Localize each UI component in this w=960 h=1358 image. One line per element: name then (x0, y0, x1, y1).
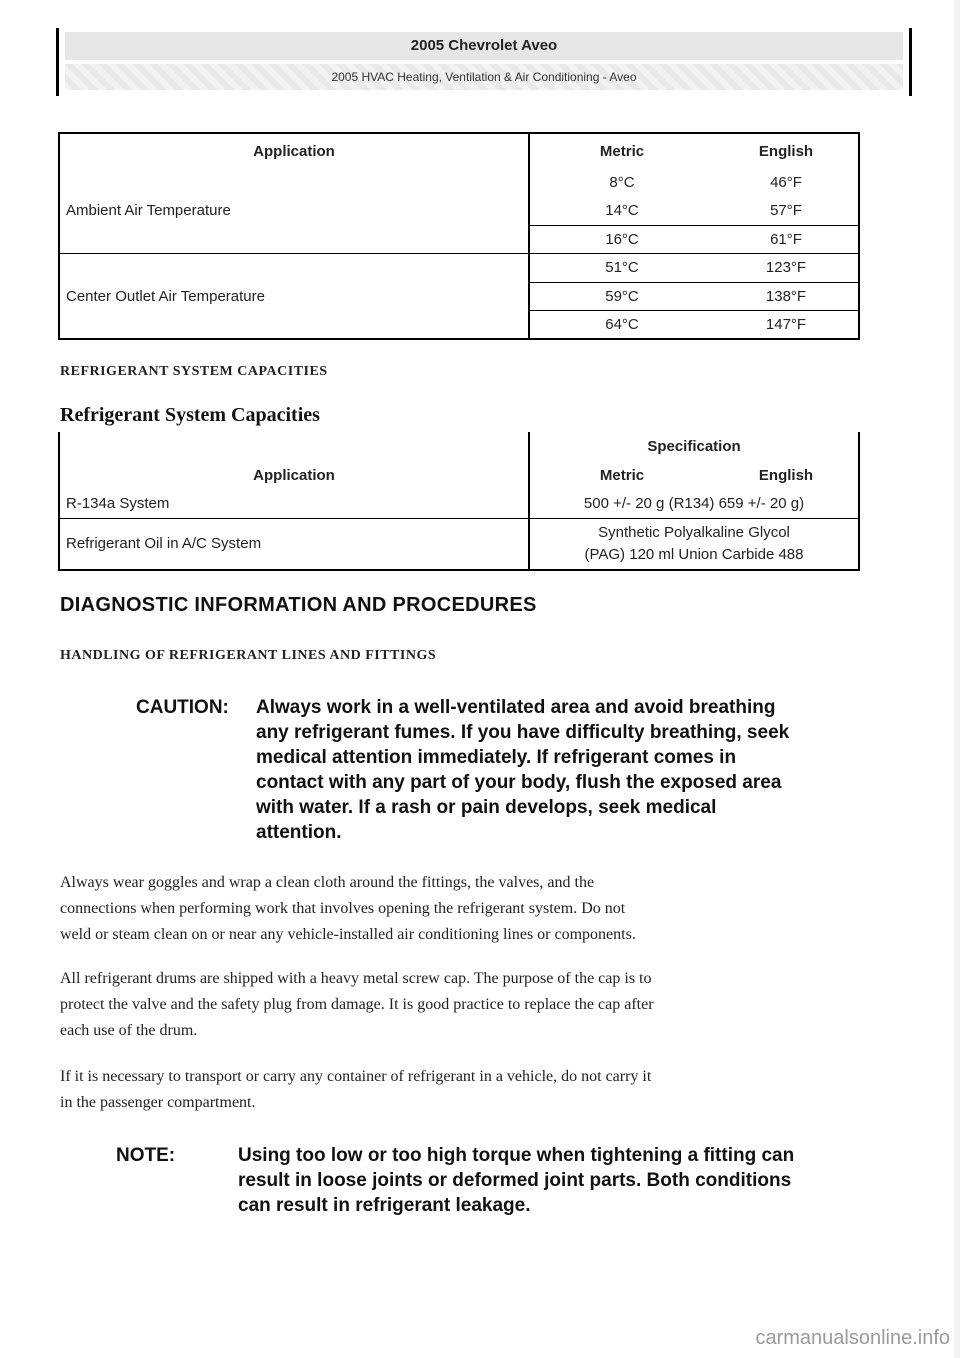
refrigerant-table-caption: Refrigerant System Capacities (60, 404, 320, 426)
table-cell: 138°F (714, 282, 859, 311)
col-header-metric: Metric (599, 466, 645, 484)
spec-line: (PAG) 120 ml Union Carbide 488 (584, 545, 804, 563)
caution-line: attention. (256, 822, 342, 843)
paragraph (60, 1064, 900, 1116)
caution-label: CAUTION: (136, 697, 229, 718)
table-cell (529, 518, 859, 570)
table-cell: 500 +/- 20 g (R134) 659 +/- 20 g) (583, 495, 805, 513)
col-header-english: English (758, 466, 814, 484)
table-cell: 14°C (529, 197, 714, 226)
caution-line: any refrigerant fumes. If you have difficulty breathing, seek (256, 722, 790, 743)
paragraph-line: If it is necessary to transport or carry any container of refrigerant in a vehicle, do not carry it (60, 1068, 652, 1085)
col-header-application: Application (59, 460, 529, 490)
paragraph (60, 870, 900, 948)
diagnostic-heading: DIAGNOSTIC INFORMATION AND PROCEDURES (60, 594, 537, 616)
note-callout (116, 1143, 906, 1223)
row-label-ambient: Ambient Air Temperature (59, 168, 529, 254)
caution-line: Always work in a well-ventilated area and avoid breathing (256, 697, 776, 718)
paragraph-line: Always wear goggles and wrap a clean cloth around the fittings, the valves, and the (60, 874, 595, 891)
refrigerant-section-label: REFRIGERANT SYSTEM CAPACITIES (60, 364, 328, 379)
row-label-r134a: R-134a System (59, 490, 529, 518)
paragraph-line: All refrigerant drums are shipped with a heavy metal screw cap. The purpose of the cap is to (60, 970, 652, 987)
table-cell: 59°C (529, 282, 714, 311)
table-cell: 51°C (529, 254, 714, 283)
paragraph-line: each use of the drum. (60, 1022, 198, 1039)
table-cell: 147°F (765, 316, 807, 333)
paragraph-line: connections when performing work that involves opening the refrigerant system. Do not (60, 900, 626, 917)
note-line: can result in refrigerant leakage. (238, 1195, 531, 1216)
col-header-application: Application (59, 133, 529, 168)
caution-text (256, 695, 789, 845)
paragraph-line: protect the valve and the safety plug from damage. It is good practice to replace the cap after (60, 996, 654, 1013)
table-cell: 57°F (714, 197, 859, 226)
table-cell: 64°C (605, 316, 639, 333)
document-header (56, 28, 912, 96)
caution-callout (136, 695, 896, 850)
col-header-specification: Specification (647, 437, 741, 455)
refrigerant-capacities-table (58, 432, 860, 571)
col-header-english: English (758, 142, 814, 160)
table-cell: 123°F (714, 254, 859, 283)
table-cell: 8°C (609, 173, 635, 191)
document-title: 2005 Chevrolet Aveo (65, 32, 903, 60)
spec-line: Synthetic Polyalkaline Glycol (598, 523, 790, 541)
temperature-table (58, 132, 860, 340)
note-line: Using too low or too high torque when tightening a fitting can (238, 1145, 795, 1166)
caution-line: with water. If a rash or pain develops, seek medical (256, 797, 717, 818)
table-cell: 61°F (714, 225, 859, 254)
paragraph (60, 966, 900, 1044)
paragraph-line: in the passenger compartment. (60, 1094, 256, 1111)
caution-line: medical attention immediately. If refrigerant comes in (256, 747, 737, 768)
blank-header (59, 432, 529, 460)
table-cell: 46°F (770, 173, 802, 191)
scrollbar-track[interactable] (954, 0, 960, 1358)
watermark-footer: carmanualsonline.info (755, 1327, 950, 1349)
note-text (238, 1143, 794, 1218)
row-label-center-outlet: Center Outlet Air Temperature (59, 254, 529, 340)
note-label: NOTE: (116, 1145, 176, 1166)
note-line: result in loose joints or deformed joint parts. Both conditions (238, 1170, 792, 1191)
caution-line: contact with any part of your body, flush the exposed area (256, 772, 782, 793)
paragraph-line: weld or steam clean on or near any vehicle-installed air conditioning lines or components. (60, 926, 636, 943)
document-subtitle: 2005 HVAC Heating, Ventilation & Air Conditioning - Aveo (65, 64, 903, 90)
col-header-metric: Metric (599, 142, 645, 160)
handling-section-label: HANDLING OF REFRIGERANT LINES AND FITTINGS (60, 648, 437, 663)
row-label-refrigerant-oil: Refrigerant Oil in A/C System (59, 518, 529, 570)
table-cell: 16°C (529, 225, 714, 254)
